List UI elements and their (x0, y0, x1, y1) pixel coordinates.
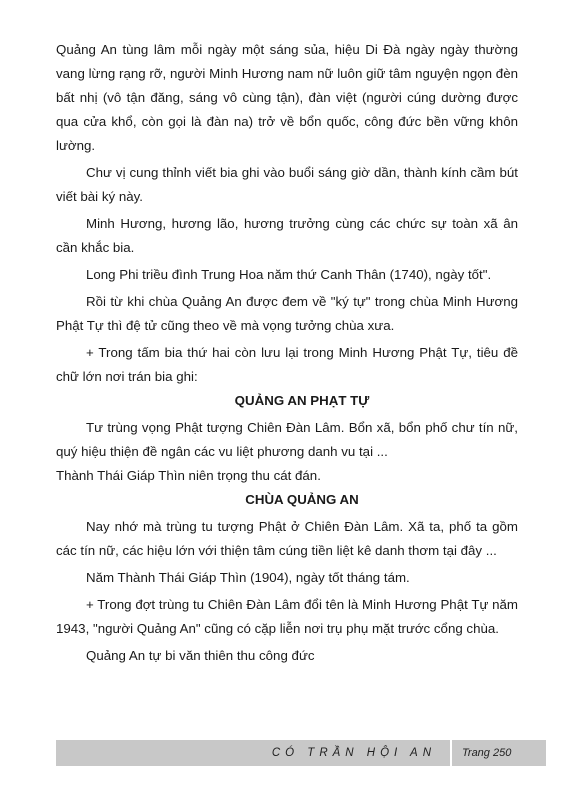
paragraph: Thành Thái Giáp Thìn niên trọng thu cát đán. (56, 468, 321, 483)
page-body (56, 38, 518, 668)
paragraph: Tư trùng vọng Phật tượng Chiên Đàn Lâm. Bổn xã, bổn phố chư tín nữ, quý hiệu thiện đề ngân các vu liệt phương danh vu tại ... (56, 420, 518, 459)
paragraph: Năm Thành Thái Giáp Thìn (1904), ngày tốt tháng tám. (86, 570, 410, 585)
paragraph: Nay nhớ mà trùng tu tượng Phật ở Chiên Đàn Lâm. Xã ta, phố ta gồm các tín nữ, các hiệu lớn với thiện tâm cúng tiền liệt kê danh thơm tại đây ... (56, 519, 518, 558)
section-heading: CHÙA QUẢNG AN (245, 492, 359, 507)
paragraph: + Trong tấm bia thứ hai còn lưu lại trong Minh Hương Phật Tự, tiêu đề chữ lớn nơi trán bia ghi: (56, 345, 518, 384)
paragraph: Quảng An tùng lâm mỗi ngày một sáng sủa, hiệu Di Đà ngày ngày thường vang lừng rạng rỡ, người Minh Hương nam nữ luôn giữ tâm nguyện ngọn đèn bất nhị (vô tận đăng, sáng vô cùng tận), đàn việt (người cúng dường được qua cửa khổ, còn gọi là đàn na) trở về bổn quốc, công đức bền vững khôn lường. (56, 42, 518, 153)
paragraph: Rồi từ khi chùa Quảng An được đem về "ký tự" trong chùa Minh Hương Phật Tự thì đệ tử cũng theo về mà vọng tưởng chùa xưa. (56, 294, 518, 333)
paragraph: Long Phi triều đình Trung Hoa năm thứ Canh Thân (1740), ngày tốt". (86, 267, 492, 282)
paragraph: Chư vị cung thỉnh viết bia ghi vào buổi sáng giờ dần, thành kính cầm bút viết bài ký này. (56, 165, 518, 204)
section-heading: QUẢNG AN PHẠT TỰ (234, 393, 370, 408)
page-footer (56, 740, 546, 766)
paragraph: Minh Hương, hương lão, hương trưởng cùng các chức sự toàn xã ân cần khắc bia. (56, 216, 518, 255)
paragraph: Quảng An tự bi văn thiên thu công đức (86, 648, 315, 663)
page-number: Trang 250 (462, 747, 512, 759)
book-title: CÓ TRẦN HỘI AN (271, 747, 436, 759)
paragraph: + Trong đợt trùng tu Chiên Đàn Lâm đổi tên là Minh Hương Phật Tự năm 1943, "người Quảng An" cũng có cặp liễn nơi trụ phụ mặt trước cổng chùa. (56, 597, 518, 636)
